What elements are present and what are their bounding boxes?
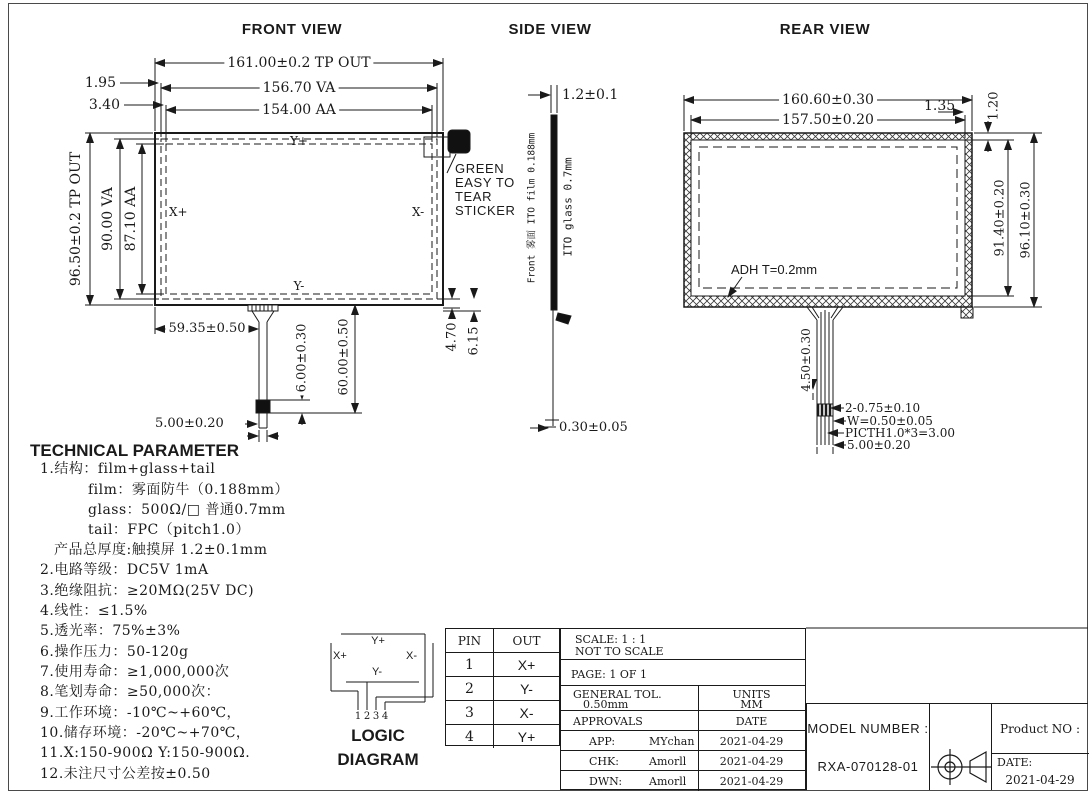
electrode-label-left: X+ [169, 205, 188, 219]
tech-line-12: 8.笔划寿命：≥50,000次： [40, 684, 221, 700]
technical-parameter-title: TECHNICAL PARAMETER [30, 441, 240, 460]
tech-line-8: 4.线性：≤1.5% [40, 603, 148, 619]
model-number-value: RXA-070128-01 [817, 759, 919, 774]
front-view-title: FRONT VIEW [241, 21, 343, 38]
pin-table-row [446, 676, 559, 700]
front-dim-width-tp: 161.00±0.2 TP OUT [224, 56, 373, 70]
tech-line-9: 5.透光率：75%±3% [40, 623, 181, 639]
approval-row-chk [561, 751, 805, 771]
approvals-label: APPROVALS [573, 715, 643, 728]
rear-tail-note3: PICTH1.0*3=3.00 [845, 426, 955, 440]
rear-dim-edge: 1.35 [924, 98, 956, 114]
pin-number: 4 [446, 725, 494, 748]
front-dim-height-aa: 87.10 AA [123, 186, 139, 252]
tech-line-15: 11.X:150-900Ω Y:150-900Ω. [40, 745, 251, 761]
pin-table-header-out: OUT [512, 633, 541, 648]
rear-dim-inner-width: 157.50±0.20 [779, 113, 877, 127]
logic-label-y-plus: Y+ [371, 635, 385, 647]
rear-tail-note1: 2-0.75±0.10 [845, 401, 921, 415]
pin-table-header [446, 629, 559, 652]
pin-signal: X- [519, 704, 534, 721]
pin-table-row [446, 724, 559, 748]
logic-diagram-title-line2: DIAGRAM [337, 750, 419, 769]
tech-line-2: film：雾面防牛（0.188mm） [88, 482, 290, 498]
product-no-label: Product NO : [1000, 722, 1080, 736]
rear-adh-label: ADH T=0.2mm [731, 262, 818, 277]
logic-label-x-minus: X- [406, 650, 417, 662]
approval-row-dwn [561, 771, 805, 791]
rear-dim-top-band: 1.20 [986, 91, 1002, 121]
scale-note: NOT TO SCALE [575, 645, 664, 658]
logic-pin-1: 1 [354, 711, 362, 722]
title-block-approvals-header [561, 711, 805, 731]
tech-line-13: 9.工作环境：-10℃~+60℃， [40, 705, 241, 721]
units-label: UNITS [732, 688, 771, 701]
pin-table-header-pin: PIN [446, 629, 494, 652]
front-dim-step1: 4.70 [444, 322, 460, 352]
rear-corner-tab [961, 307, 973, 318]
title-block [560, 628, 806, 790]
front-dim-tail-band: 6.00±0.30 [296, 321, 309, 396]
date-label: DATE [735, 715, 768, 728]
front-dim-tail-length: 60.00±0.50 [338, 315, 351, 398]
general-tol-label: GENERAL TOL. [573, 688, 662, 701]
rear-view-title: REAR VIEW [779, 21, 871, 38]
logic-pin-3: 3 [372, 711, 380, 722]
sticker-note-line4: STICKER [455, 203, 516, 218]
title-block-scale-row [561, 629, 805, 660]
title-block-page-row [561, 660, 805, 686]
tech-line-11: 7.使用寿命：≥1,000,000次 [40, 664, 230, 680]
approval-date: 2021-04-29 [719, 775, 784, 788]
front-dim-offset-aa: 3.40 [88, 97, 120, 113]
logic-label-x-plus: X+ [333, 650, 347, 662]
logic-label-y-minus: Y- [372, 666, 382, 678]
pin-signal: Y+ [517, 728, 536, 745]
approval-date: 2021-04-29 [719, 735, 784, 748]
front-dim-offset-va: 1.95 [84, 75, 116, 91]
front-dim-height-va: 90.00 VA [100, 187, 116, 251]
front-va-outline [161, 139, 437, 299]
side-tail-connector [556, 313, 571, 324]
tech-line-3: glass：500Ω/□ 普通0.7mm [88, 502, 286, 518]
side-dim-thickness: 1.2±0.1 [562, 87, 619, 103]
model-block [806, 703, 1088, 790]
pin-table [445, 628, 560, 746]
pin-signal: Y- [520, 680, 533, 697]
front-dim-height-tp: 96.50±0.2 TP OUT [68, 151, 84, 287]
approval-role: DWN: [589, 775, 623, 788]
pin-table-row [446, 652, 559, 676]
pin-number: 3 [446, 701, 494, 724]
electrode-label-right: X- [412, 205, 425, 219]
approval-name: Amorll [649, 775, 687, 788]
model-number-label: MODEL NUMBER : [807, 721, 929, 736]
tech-line-10: 6.操作压力：50-120g [40, 644, 189, 660]
logic-diagram-title-line1: LOGIC [351, 726, 405, 745]
approval-date: 2021-04-29 [719, 755, 784, 768]
tech-line-14: 10.储存环境：-20℃~+70℃， [40, 725, 251, 741]
general-tol-value: 0.50mm [583, 698, 629, 711]
pin-number: 1 [446, 653, 494, 676]
scale-label: SCALE: 1 : 1 [575, 633, 647, 646]
pin-table-row [446, 700, 559, 724]
electrode-label-top: Y+ [290, 134, 308, 148]
electrode-label-bottom: Y- [293, 279, 305, 293]
page-label: PAGE: 1 OF 1 [571, 668, 647, 681]
approval-name: MYchan [649, 735, 695, 748]
side-film-label: Front 雾面 ITO film 0.188mm [526, 132, 538, 284]
pin-signal: X+ [517, 656, 536, 673]
tech-line-4: tail：FPC（pitch1.0） [88, 522, 250, 538]
sticker-note-line3: TEAR [455, 189, 493, 204]
front-dim-width-va: 156.70 VA [260, 81, 339, 95]
front-aa-outline [166, 144, 432, 294]
approval-name: Amorll [649, 755, 687, 768]
logic-pin-2: 2 [363, 711, 371, 722]
tech-line-6: 2.电路等级：DC5V 1mA [40, 562, 209, 578]
title-block-tol-row [561, 686, 805, 711]
front-dim-width-aa: 154.00 AA [259, 103, 339, 117]
tech-line-16: 12.未注尺寸公差按±0.50 [40, 766, 211, 782]
tech-line-1: 1.结构：film+glass+tail [40, 461, 216, 477]
rear-tail-note4: 5.00±0.20 [847, 438, 911, 452]
green-tear-sticker [448, 130, 470, 153]
front-tail [248, 305, 278, 428]
sticker-note-line1: GREEN [455, 161, 505, 176]
sticker-note-line2: EASY TO [455, 175, 515, 190]
tech-line-5: 产品总厚度:触摸屏 1.2±0.1mm [54, 542, 268, 558]
logic-pin-4: 4 [381, 711, 389, 722]
date-field-label: DATE: [997, 756, 1033, 769]
rear-dim-tail-seg: 4.50±0.30 [800, 325, 812, 395]
front-dim-tail-width: 5.00±0.20 [155, 416, 224, 431]
units-value: MM [740, 698, 763, 711]
date-field-value: 2021-04-29 [1005, 773, 1075, 787]
approval-row-app [561, 731, 805, 751]
side-panel-bar [551, 115, 557, 310]
rear-dim-inner-height: 91.40±0.20 [994, 176, 1007, 259]
tech-line-7: 3.绝缘阻抗：≥20MΩ(25V DC) [40, 583, 255, 599]
rear-dim-outer-width: 160.60±0.30 [779, 93, 877, 107]
side-view-title: SIDE VIEW [508, 21, 592, 38]
pin-number: 2 [446, 677, 494, 700]
side-glass-label: ITO glass 0.7mm [561, 157, 575, 257]
front-dim-tail-offset: 59.35±0.50 [165, 322, 248, 335]
side-dim-tail-thickness: 0.30±0.05 [556, 421, 631, 434]
front-dim-step2: 6.15 [466, 326, 482, 356]
approval-role: APP: [589, 735, 616, 748]
rear-tail-note2: W=0.50±0.05 [847, 414, 933, 428]
rear-dim-outer-height: 96.10±0.30 [1020, 178, 1033, 261]
approval-role: CHK: [589, 755, 619, 768]
